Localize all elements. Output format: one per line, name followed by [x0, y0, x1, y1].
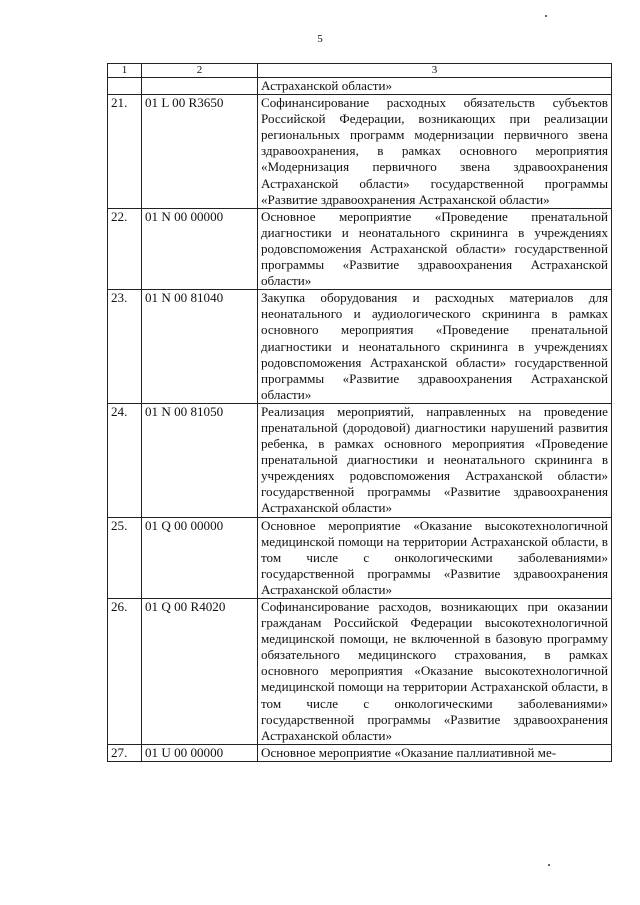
table-row — [108, 95, 612, 209]
table-row — [108, 208, 612, 289]
table-row — [108, 744, 612, 761]
row-number: 25. — [108, 517, 142, 598]
scan-speck — [545, 15, 547, 17]
scan-speck — [548, 864, 550, 866]
table-row — [108, 517, 612, 598]
row-description: Реализация мероприятий, направленных на проведение пренатальной (дородовой) диагностики нарушений развития ребенка, в рамках основного мероприятия «Проведение пренатальной диагностики и неонатального скрининга в учреждениях родовспоможения Астраханской области» государственной программы «Развитие здравоохранения Астраханской области» — [258, 403, 612, 517]
budget-code: 01 N 00 81050 — [142, 403, 258, 517]
continuation-row — [108, 78, 612, 95]
header-row — [108, 64, 612, 78]
row-description: Основное мероприятие «Проведение пренатальной диагностики и неонатального скрининга в учреждениях родовспоможения Астраханской области» государственной программы «Развитие здравоохранения Астраханской области» — [258, 208, 612, 289]
classification-table — [107, 63, 612, 762]
table-row — [108, 599, 612, 745]
row-number: 23. — [108, 290, 142, 404]
page-number: 5 — [317, 33, 323, 45]
row-number: 26. — [108, 599, 142, 745]
budget-code: 01 Q 00 R4020 — [142, 599, 258, 745]
budget-code: 01 N 00 00000 — [142, 208, 258, 289]
header-col-1: 1 — [108, 64, 142, 78]
row-number: 24. — [108, 403, 142, 517]
header-col-3: 3 — [258, 64, 612, 78]
header-col-2: 2 — [142, 64, 258, 78]
budget-code: 01 N 00 81040 — [142, 290, 258, 404]
row-number: 27. — [108, 744, 142, 761]
row-description: Основное мероприятие «Оказание высокотехнологичной медицинской помощи на территории Астраханской области, в том числе с онкологическими заболеваниями» государственной программы «Развитие здравоохранения Астраханской области» — [258, 517, 612, 598]
row-number: 22. — [108, 208, 142, 289]
table-row — [108, 290, 612, 404]
continuation-text: Астраханской области» — [258, 78, 612, 95]
row-description: Основное мероприятие «Оказание паллиативной ме- — [258, 744, 612, 761]
row-description: Софинансирование расходных обязательств субъектов Российской Федерации, возникающих при реализации региональных программ модернизации первичного звена здравоохранения, в рамках основного мероприятия «Модернизация первичного звена здравоохранения Астраханской области» государственной программы «Развитие здравоохранения Астраханской области» — [258, 95, 612, 209]
budget-code: 01 L 00 R3650 — [142, 95, 258, 209]
row-description: Софинансирование расходов, возникающих при оказании гражданам Российской Федерации высокотехнологичной медицинской помощи, не включенной в базовую программу обязательного медицинского страхования, в рамках основного мероприятия «Оказание высокотехнологичной медицинской помощи на территории Астраханской области, в том числе с онкологическими заболеваниями» государственной программы «Развитие здравоохранения Астраханской области» — [258, 599, 612, 745]
row-description: Закупка оборудования и расходных материалов для неонатального и аудиологического скрининга в рамках основного мероприятия «Проведение пренатальной диагностики и неонатального скрининга в учреждениях родовспоможения Астраханской области» государственной программы «Развитие здравоохранения Астраханской области» — [258, 290, 612, 404]
row-number: 21. — [108, 95, 142, 209]
budget-code: 01 U 00 00000 — [142, 744, 258, 761]
budget-code: 01 Q 00 00000 — [142, 517, 258, 598]
table-row — [108, 403, 612, 517]
